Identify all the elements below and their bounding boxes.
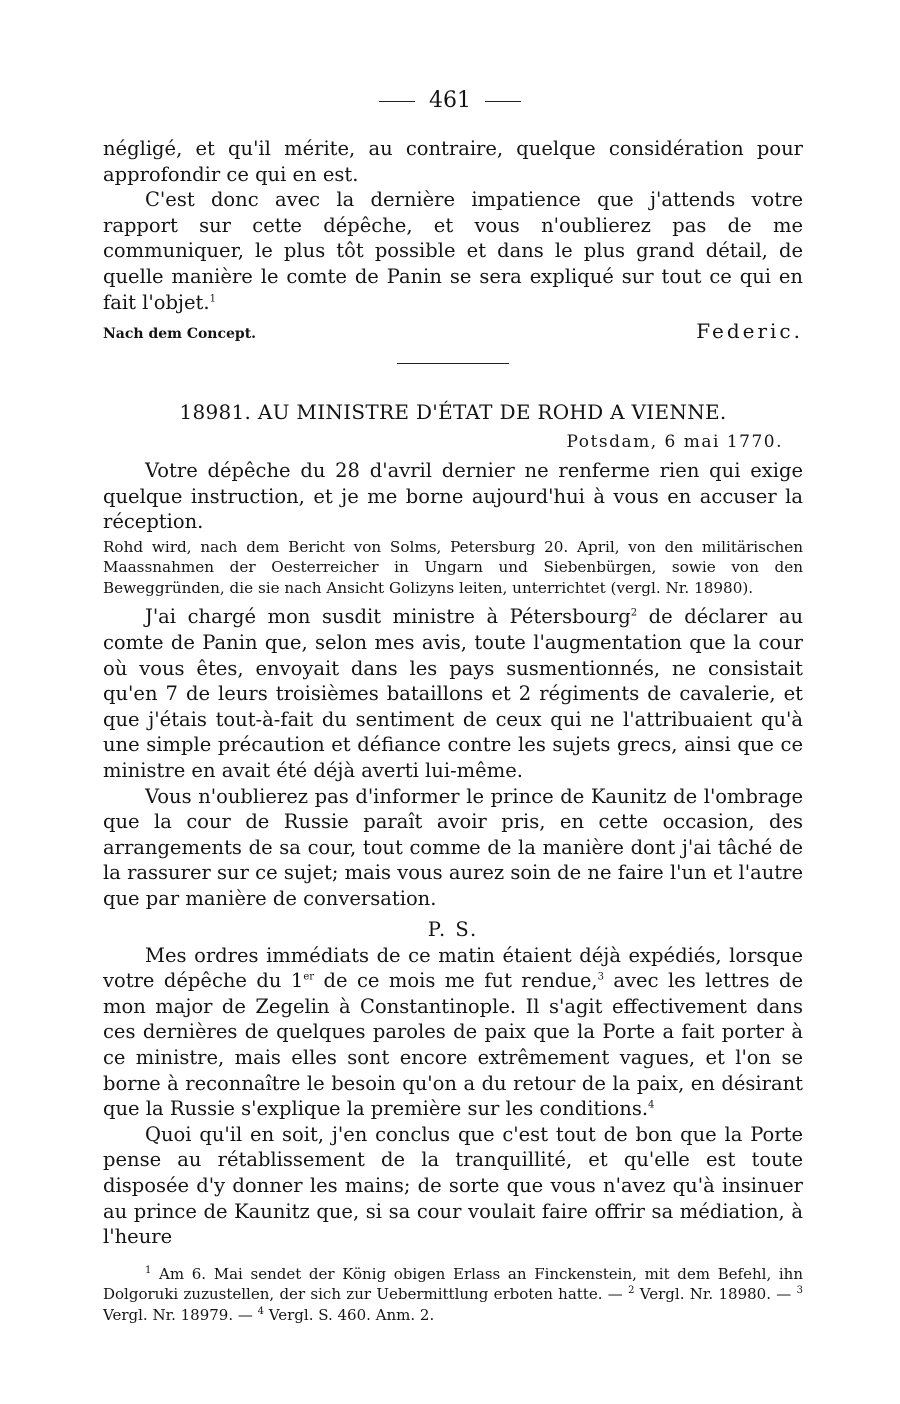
footnote-ref-1: 1 [209, 293, 216, 305]
footnote-3: Vergl. Nr. 18979. — [103, 1305, 258, 1324]
page-number: 461 [429, 88, 471, 113]
continuation-paragraph: négligé, et qu'il mérite, au contraire, quelque considération pour approfondir ce qui en est. [103, 137, 803, 186]
paragraph-1: Votre dépêche du 28 d'avril dernier ne renferme rien qui exige quelque instruction, et je me borne aujourd'hui à vous en accuser la réception. [103, 459, 803, 534]
paragraph-3: Vous n'oublierez pas d'informer le prince de Kaunitz de l'ombrage que la cour de Russie paraît avoir pris, en cette occasion, des arrangements de sa cour, tout comme de la manière dont j'ai tâché de la rassurer sur ce sujet; mais vous aurez soin de ne faire l'un et l'autre que par manière de conversation. [103, 784, 803, 910]
footnote-2-number: 2 [628, 1285, 635, 1297]
header-dash-left [379, 101, 415, 102]
signature: Federic. [696, 319, 803, 344]
footnote-1: Am 6. Mai sendet der König obigen Erlass an Finckenstein, mit dem Befehl, ihn Dolgoruki zuzustellen, der sich zur Uebermittlung erboten hatte. — [103, 1264, 803, 1304]
paragraph-2-text-b: de déclarer au comte de Panin que, selon mes avis, toute l'augmentation que la cour où vous êtes, envoyait dans les pays susmentionnés, ne consistait qu'en 7 de leurs troisièmes bataillons et 2 régiments de cavalerie, et que j'étais tout-à-fait du sentiment de ceux qui ne l'attribuaient qu'à une simple précaution et défiance contre les sujets grecs, ainsi que ce ministre en avait été déjà averti lui-même. [103, 605, 804, 782]
ps1-text-c: avec les lettres de mon major de Zegelin à Constantinople. Il s'agit effectivement dans ces dernières de quelques paroles de paix que la Porte a fait porter à ce ministre, mais elles sont encore extrêmement vagues, et l'on se borne à reconnaître le besoin qu'on a du retour de la paix, en désirant que la Russie s'explique la première sur les conditions. [103, 969, 803, 1121]
postscript-paragraph-2: Quoi qu'il en soit, j'en conclus que c'est tout de bon que la Porte pense au rétablissement de la tranquillité, et qu'elle est toute disposée d'y donner les mains; de sorte que vous n'avez qu'à insinuer au prince de Kaunitz que, si sa cour voulait faire offrir sa médiation, à l'heure [103, 1122, 803, 1249]
closing-block [103, 319, 803, 343]
postscript-heading: P. S. [427, 917, 479, 941]
postscript-paragraph-1 [103, 943, 803, 1122]
page-header [0, 88, 900, 114]
footnote-ref-3: 3 [597, 971, 604, 983]
footnote-1-number: 1 [145, 1264, 152, 1276]
source-note: Nach dem Concept. [103, 326, 257, 343]
dateline: Potsdam, 6 mai 1770. [566, 432, 783, 453]
page-body [103, 136, 803, 1325]
header-dash-right [485, 101, 521, 102]
footnote-3-number: 3 [796, 1285, 803, 1297]
footnote-text [103, 1264, 803, 1326]
paragraph-2-text-a: J'ai chargé mon susdit ministre à Pétersbourg [145, 605, 631, 629]
impatience-text: C'est donc avec la dernière impatience que j'attends votre rapport sur cette dépêche, et vous n'oublierez pas de me communiquer, le plus tôt possible et dans le plus grand détail, de quelle manière le comte de Panin se sera expliqué sur tout ce qui en fait l'objet. [103, 188, 803, 314]
impatience-paragraph [103, 187, 803, 315]
paragraph-2 [103, 604, 803, 783]
ps1-text-a: Mes ordres immédiats de ce matin étaient déjà expédiés, lorsque votre dépêche du 1 [103, 943, 803, 993]
ps1-text-b: de ce mois me fut rendue, [314, 969, 598, 993]
footnote-ref-4: 4 [648, 1099, 655, 1111]
footnotes [103, 1264, 803, 1326]
document-title: 18981. AU MINISTRE D'ÉTAT DE ROHD A VIENNE. [179, 400, 727, 425]
footnote-4: Vergl. S. 460. Anm. 2. [264, 1305, 435, 1324]
footnote-2: Vergl. Nr. 18980. — [634, 1285, 797, 1304]
footnote-4-number: 4 [257, 1305, 265, 1317]
section-divider [397, 363, 509, 364]
ps1-superscript: er [303, 971, 315, 983]
footnote-ref-2: 2 [630, 607, 638, 619]
editorial-summary: Rohd wird, nach dem Bericht von Solms, Petersburg 20. April, von den militärischen Maassnahmen der Oesterreicher in Ungarn und Siebenbürgen, sowie von den Beweggründen, die sie nach Ansicht Golizyns leiten, unterrichtet (vergl. Nr. 18980). [103, 537, 803, 597]
